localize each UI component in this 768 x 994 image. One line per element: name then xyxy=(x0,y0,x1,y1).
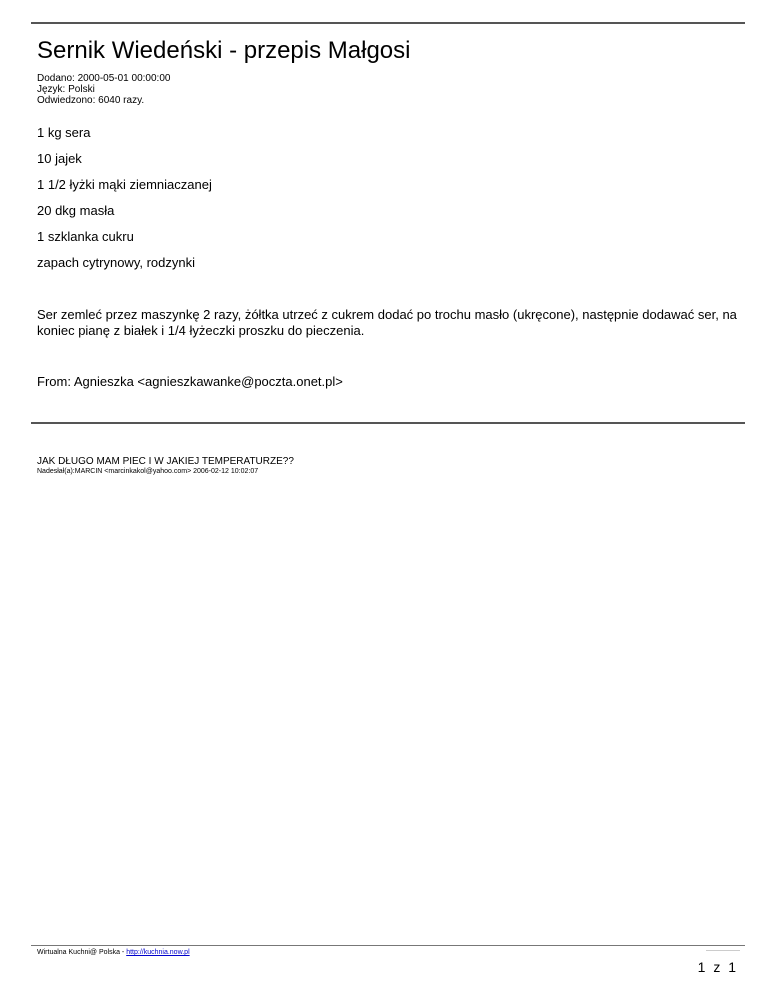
comments-divider xyxy=(31,422,745,424)
top-divider xyxy=(31,22,745,24)
ingredient-item: 1 szklanka cukru xyxy=(37,229,134,244)
added-date: Dodano: 2000-05-01 00:00:00 xyxy=(37,73,171,84)
ingredient-item: 1 kg sera xyxy=(37,125,91,140)
visit-count: Odwiedzono: 6040 razy. xyxy=(37,95,145,106)
language: Język: Polski xyxy=(37,84,95,95)
footer-site xyxy=(37,948,190,957)
ingredient-item: 10 jajek xyxy=(37,151,82,166)
footer-divider xyxy=(31,945,745,946)
comment-author: Nadesłał(a):MARCIN <marcinkakol@yahoo.com> 2006-02-12 10:02:07 xyxy=(37,468,259,475)
recipe-meta xyxy=(37,73,170,106)
ingredient-item: zapach cytrynowy, rodzynki xyxy=(37,255,195,270)
ingredients-list xyxy=(37,125,212,281)
comment xyxy=(37,456,294,476)
ingredient-item: 20 dkg masła xyxy=(37,203,115,218)
ingredient-item: 1 1/2 łyżki mąki ziemniaczanej xyxy=(37,177,212,192)
footer-site-link[interactable]: http://kuchnia.now.pl xyxy=(126,949,190,956)
footer-site-name: Wirtualna Kuchni@ Polska - xyxy=(37,949,127,956)
comment-text: JAK DŁUGO MAM PIEC I W JAKIEJ TEMPERATURZE?? xyxy=(37,456,294,467)
recipe-instructions: Ser zemleć przez maszynkę 2 razy, żółtka utrzeć z cukrem dodać po trochu masło (ukręcone), następnie dodawać ser, na koniec pianę z białek i 1/4 łyżeczki proszku do pieczenia. xyxy=(37,307,737,338)
page-number: 1 z 1 xyxy=(697,959,738,975)
recipe-author: From: Agnieszka <agnieszkawanke@poczta.onet.pl> xyxy=(37,374,343,389)
recipe-title: Sernik Wiedeński - przepis Małgosi xyxy=(37,37,411,64)
footer-mark xyxy=(706,950,740,951)
